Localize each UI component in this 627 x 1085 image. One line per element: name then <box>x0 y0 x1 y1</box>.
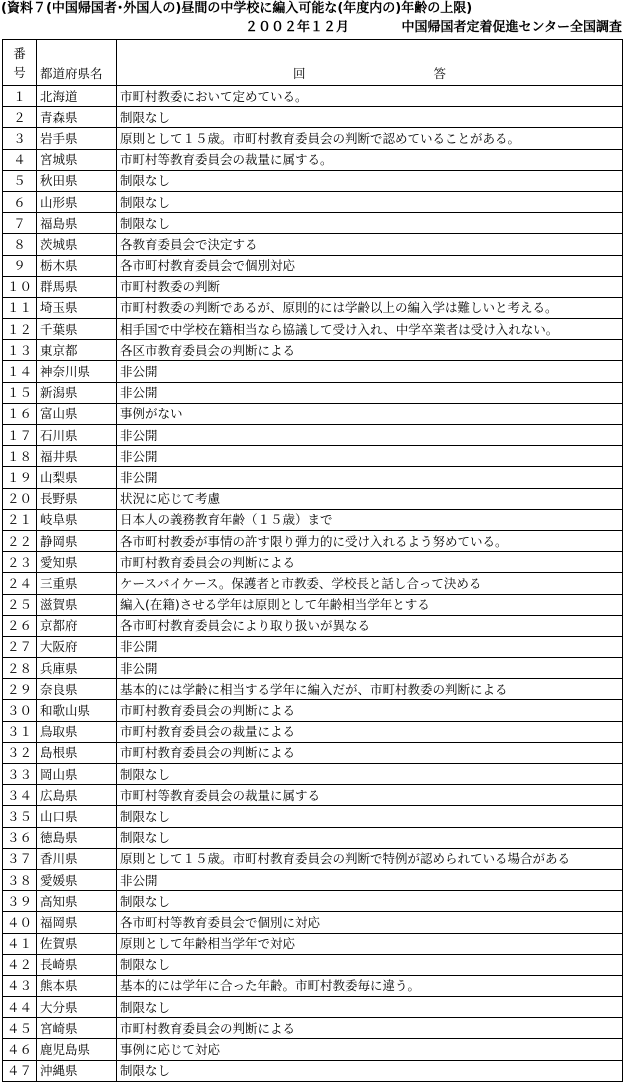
row-prefecture: 岩手県 <box>37 128 117 149</box>
survey-source: 中国帰国者定着促進センター全国調査 <box>401 20 622 35</box>
row-answer: 市町村教育委員会の判断による <box>117 1018 623 1039</box>
row-answer: 各市町村教委が事情の許す限り弾力的に受け入れるよう努めている。 <box>117 530 623 551</box>
row-prefecture: 鹿児島県 <box>37 1039 117 1060</box>
header-prefecture: 都道府県名 <box>37 40 117 86</box>
row-prefecture: 神奈川県 <box>37 361 117 382</box>
row-prefecture: 広島県 <box>37 785 117 806</box>
table-row <box>3 975 623 996</box>
table-row <box>3 255 623 276</box>
row-prefecture: 大分県 <box>37 997 117 1018</box>
row-answer: 制限なし <box>117 806 623 827</box>
row-prefecture: 群馬県 <box>37 276 117 297</box>
row-prefecture: 秋田県 <box>37 170 117 191</box>
row-answer: 市町村等教育委員会の裁量に属する <box>117 785 623 806</box>
row-number: ２５ <box>3 594 37 615</box>
row-answer: 制限なし <box>117 1060 623 1081</box>
row-prefecture: 千葉県 <box>37 319 117 340</box>
row-answer: 制限なし <box>117 997 623 1018</box>
row-number: ２７ <box>3 636 37 657</box>
row-number: ３５ <box>3 806 37 827</box>
row-number: ３９ <box>3 891 37 912</box>
table-row <box>3 170 623 191</box>
row-number: ４０ <box>3 912 37 933</box>
row-prefecture: 高知県 <box>37 891 117 912</box>
header-number <box>3 40 37 86</box>
row-answer: 非公開 <box>117 869 623 890</box>
row-number: １ <box>3 86 37 107</box>
row-number: ２９ <box>3 679 37 700</box>
row-number: ３７ <box>3 848 37 869</box>
row-number: ２ <box>3 107 37 128</box>
row-prefecture: 長崎県 <box>37 954 117 975</box>
row-number: ８ <box>3 234 37 255</box>
row-prefecture: 鳥取県 <box>37 721 117 742</box>
row-answer: 市町村教育委員会の判断による <box>117 700 623 721</box>
row-prefecture: 福岡県 <box>37 912 117 933</box>
table-row <box>3 912 623 933</box>
row-number: ３２ <box>3 742 37 763</box>
table-row <box>3 446 623 467</box>
survey-table <box>2 39 623 1082</box>
row-prefecture: 富山県 <box>37 403 117 424</box>
row-prefecture: 島根県 <box>37 742 117 763</box>
row-prefecture: 福島県 <box>37 213 117 234</box>
table-row <box>3 297 623 318</box>
row-number: ２２ <box>3 530 37 551</box>
row-answer: 原則として１５歳。市町村教育委員会の判断で認めていることがある。 <box>117 128 623 149</box>
row-answer: 非公開 <box>117 658 623 679</box>
row-answer: 非公開 <box>117 446 623 467</box>
row-number: ４６ <box>3 1039 37 1060</box>
row-prefecture: 岡山県 <box>37 764 117 785</box>
row-prefecture: 沖縄県 <box>37 1060 117 1081</box>
row-number: １６ <box>3 403 37 424</box>
row-number: ２３ <box>3 552 37 573</box>
row-answer: 非公開 <box>117 382 623 403</box>
row-prefecture: 徳島県 <box>37 827 117 848</box>
row-prefecture: 宮崎県 <box>37 1018 117 1039</box>
row-answer: 市町村教委において定めている。 <box>117 86 623 107</box>
row-prefecture: 大阪府 <box>37 636 117 657</box>
row-answer: 事例に応じて対応 <box>117 1039 623 1060</box>
row-number: １２ <box>3 319 37 340</box>
table-row <box>3 128 623 149</box>
row-number: １５ <box>3 382 37 403</box>
header-number-line2: 号 <box>13 64 26 80</box>
row-prefecture: 愛知県 <box>37 552 117 573</box>
row-prefecture: 東京都 <box>37 340 117 361</box>
row-answer: 相手国で中学校在籍相当なら協議して受け入れ、中学卒業者は受け入れない。 <box>117 319 623 340</box>
row-number: ４１ <box>3 933 37 954</box>
row-number: ３３ <box>3 764 37 785</box>
row-answer: 制限なし <box>117 764 623 785</box>
row-prefecture: 茨城県 <box>37 234 117 255</box>
row-number: １０ <box>3 276 37 297</box>
row-answer: 各教育委員会で決定する <box>117 234 623 255</box>
row-number: ３６ <box>3 827 37 848</box>
row-number: ３ <box>3 128 37 149</box>
header-answer <box>117 40 623 86</box>
row-number: ３１ <box>3 721 37 742</box>
row-prefecture: 埼玉県 <box>37 297 117 318</box>
row-answer: 制限なし <box>117 827 623 848</box>
row-answer: 原則として年齢相当学年で対応 <box>117 933 623 954</box>
row-answer: 制限なし <box>117 891 623 912</box>
table-row <box>3 615 623 636</box>
row-prefecture: 滋賀県 <box>37 594 117 615</box>
table-row <box>3 891 623 912</box>
row-answer: 市町村教委の判断 <box>117 276 623 297</box>
table-row <box>3 403 623 424</box>
table-row <box>3 954 623 975</box>
table-row <box>3 425 623 446</box>
row-prefecture: 青森県 <box>37 107 117 128</box>
table-row <box>3 827 623 848</box>
row-prefecture: 三重県 <box>37 573 117 594</box>
table-row <box>3 530 623 551</box>
row-prefecture: 香川県 <box>37 848 117 869</box>
row-number: ４４ <box>3 997 37 1018</box>
row-answer: 日本人の義務教育年齢（１５歳）まで <box>117 509 623 530</box>
row-number: ２１ <box>3 509 37 530</box>
row-prefecture: 北海道 <box>37 86 117 107</box>
row-number: ４２ <box>3 954 37 975</box>
row-prefecture: 奈良県 <box>37 679 117 700</box>
row-number: ４７ <box>3 1060 37 1081</box>
row-number: ４３ <box>3 975 37 996</box>
row-answer: 基本的には学齢に相当する学年に編入だが、市町村教委の判断による <box>117 679 623 700</box>
row-number: １１ <box>3 297 37 318</box>
table-row <box>3 213 623 234</box>
row-answer: ケースバイケース。保護者と市教委、学校長と話し合って決める <box>117 573 623 594</box>
table-row <box>3 848 623 869</box>
table-row <box>3 806 623 827</box>
row-number: ６ <box>3 191 37 212</box>
row-number: １７ <box>3 425 37 446</box>
row-answer: 非公開 <box>117 361 623 382</box>
row-answer: 事例がない <box>117 403 623 424</box>
row-prefecture: 佐賀県 <box>37 933 117 954</box>
row-answer: 非公開 <box>117 636 623 657</box>
row-prefecture: 熊本県 <box>37 975 117 996</box>
table-row <box>3 573 623 594</box>
table-row <box>3 552 623 573</box>
table-row <box>3 361 623 382</box>
table-row <box>3 340 623 361</box>
row-answer: 市町村教育委員会の判断による <box>117 552 623 573</box>
row-number: １９ <box>3 467 37 488</box>
survey-date: ２００２年１２月 <box>245 20 350 35</box>
row-number: ７ <box>3 213 37 234</box>
row-answer: 各市町村教育委員会で個別対応 <box>117 255 623 276</box>
row-answer: 制限なし <box>117 107 623 128</box>
row-prefecture: 和歌山県 <box>37 700 117 721</box>
table-row <box>3 700 623 721</box>
row-prefecture: 山形県 <box>37 191 117 212</box>
row-number: ３４ <box>3 785 37 806</box>
row-prefecture: 新潟県 <box>37 382 117 403</box>
table-row <box>3 997 623 1018</box>
table-row <box>3 679 623 700</box>
row-number: ２６ <box>3 615 37 636</box>
row-prefecture: 愛媛県 <box>37 869 117 890</box>
row-prefecture: 山梨県 <box>37 467 117 488</box>
row-answer: 非公開 <box>117 467 623 488</box>
row-answer: 原則として１５歳。市町村教育委員会の判断で特例が認められている場合がある <box>117 848 623 869</box>
table-row <box>3 488 623 509</box>
table-row <box>3 467 623 488</box>
table-row <box>3 721 623 742</box>
table-row <box>3 191 623 212</box>
row-prefecture: 福井県 <box>37 446 117 467</box>
row-answer: 制限なし <box>117 954 623 975</box>
table-row <box>3 382 623 403</box>
table-row <box>3 742 623 763</box>
row-answer: 制限なし <box>117 213 623 234</box>
row-number: ４ <box>3 149 37 170</box>
table-row <box>3 149 623 170</box>
table-row <box>3 594 623 615</box>
row-answer: 各市町村等教育委員会で個別に対応 <box>117 912 623 933</box>
row-number: ３８ <box>3 869 37 890</box>
table-row <box>3 658 623 679</box>
row-answer: 状況に応じて考慮 <box>117 488 623 509</box>
row-prefecture: 静岡県 <box>37 530 117 551</box>
table-header-row <box>3 40 623 86</box>
table-row <box>3 764 623 785</box>
table-row <box>3 1060 623 1081</box>
row-number: ３０ <box>3 700 37 721</box>
table-row <box>3 869 623 890</box>
row-prefecture: 石川県 <box>37 425 117 446</box>
row-number: ２８ <box>3 658 37 679</box>
table-row <box>3 234 623 255</box>
row-answer: 市町村教育委員会の裁量による <box>117 721 623 742</box>
row-answer: 市町村教育委員会の判断による <box>117 742 623 763</box>
table-row <box>3 1018 623 1039</box>
table-row <box>3 107 623 128</box>
row-prefecture: 京都府 <box>37 615 117 636</box>
header-answer-b: 答 <box>433 66 446 81</box>
row-answer: 各市町村教育委員会により取り扱いが異なる <box>117 615 623 636</box>
table-row <box>3 509 623 530</box>
table-row <box>3 86 623 107</box>
table-row <box>3 1039 623 1060</box>
document-title: (資料７(中国帰国者･外国人の)昼間の中学校に編入可能な(年度内の)年齢の上限) <box>1 1 473 16</box>
row-number: １４ <box>3 361 37 382</box>
row-answer: 制限なし <box>117 191 623 212</box>
row-prefecture: 栃木県 <box>37 255 117 276</box>
row-number: ２０ <box>3 488 37 509</box>
row-answer: 非公開 <box>117 425 623 446</box>
row-prefecture: 岐阜県 <box>37 509 117 530</box>
table-row <box>3 319 623 340</box>
row-number: ４５ <box>3 1018 37 1039</box>
table-row <box>3 933 623 954</box>
row-prefecture: 山口県 <box>37 806 117 827</box>
table-row <box>3 276 623 297</box>
row-number: １３ <box>3 340 37 361</box>
header-answer-a: 回 <box>293 66 306 81</box>
row-prefecture: 長野県 <box>37 488 117 509</box>
row-number: ２４ <box>3 573 37 594</box>
table-row <box>3 636 623 657</box>
table-row <box>3 785 623 806</box>
row-number: １８ <box>3 446 37 467</box>
row-prefecture: 兵庫県 <box>37 658 117 679</box>
row-answer: 市町村教委の判断であるが、原則的には学齢以上の編入学は難しいと考える。 <box>117 297 623 318</box>
row-prefecture: 宮城県 <box>37 149 117 170</box>
header-number-line1: 番 <box>13 45 26 61</box>
row-number: ５ <box>3 170 37 191</box>
row-number: ９ <box>3 255 37 276</box>
row-answer: 制限なし <box>117 170 623 191</box>
row-answer: 各区市教育委員会の判断による <box>117 340 623 361</box>
row-answer: 基本的には学年に合った年齢。市町村教委毎に違う。 <box>117 975 623 996</box>
row-answer: 市町村等教育委員会の裁量に属する。 <box>117 149 623 170</box>
row-answer: 編入(在籍)させる学年は原則として年齢相当学年とする <box>117 594 623 615</box>
